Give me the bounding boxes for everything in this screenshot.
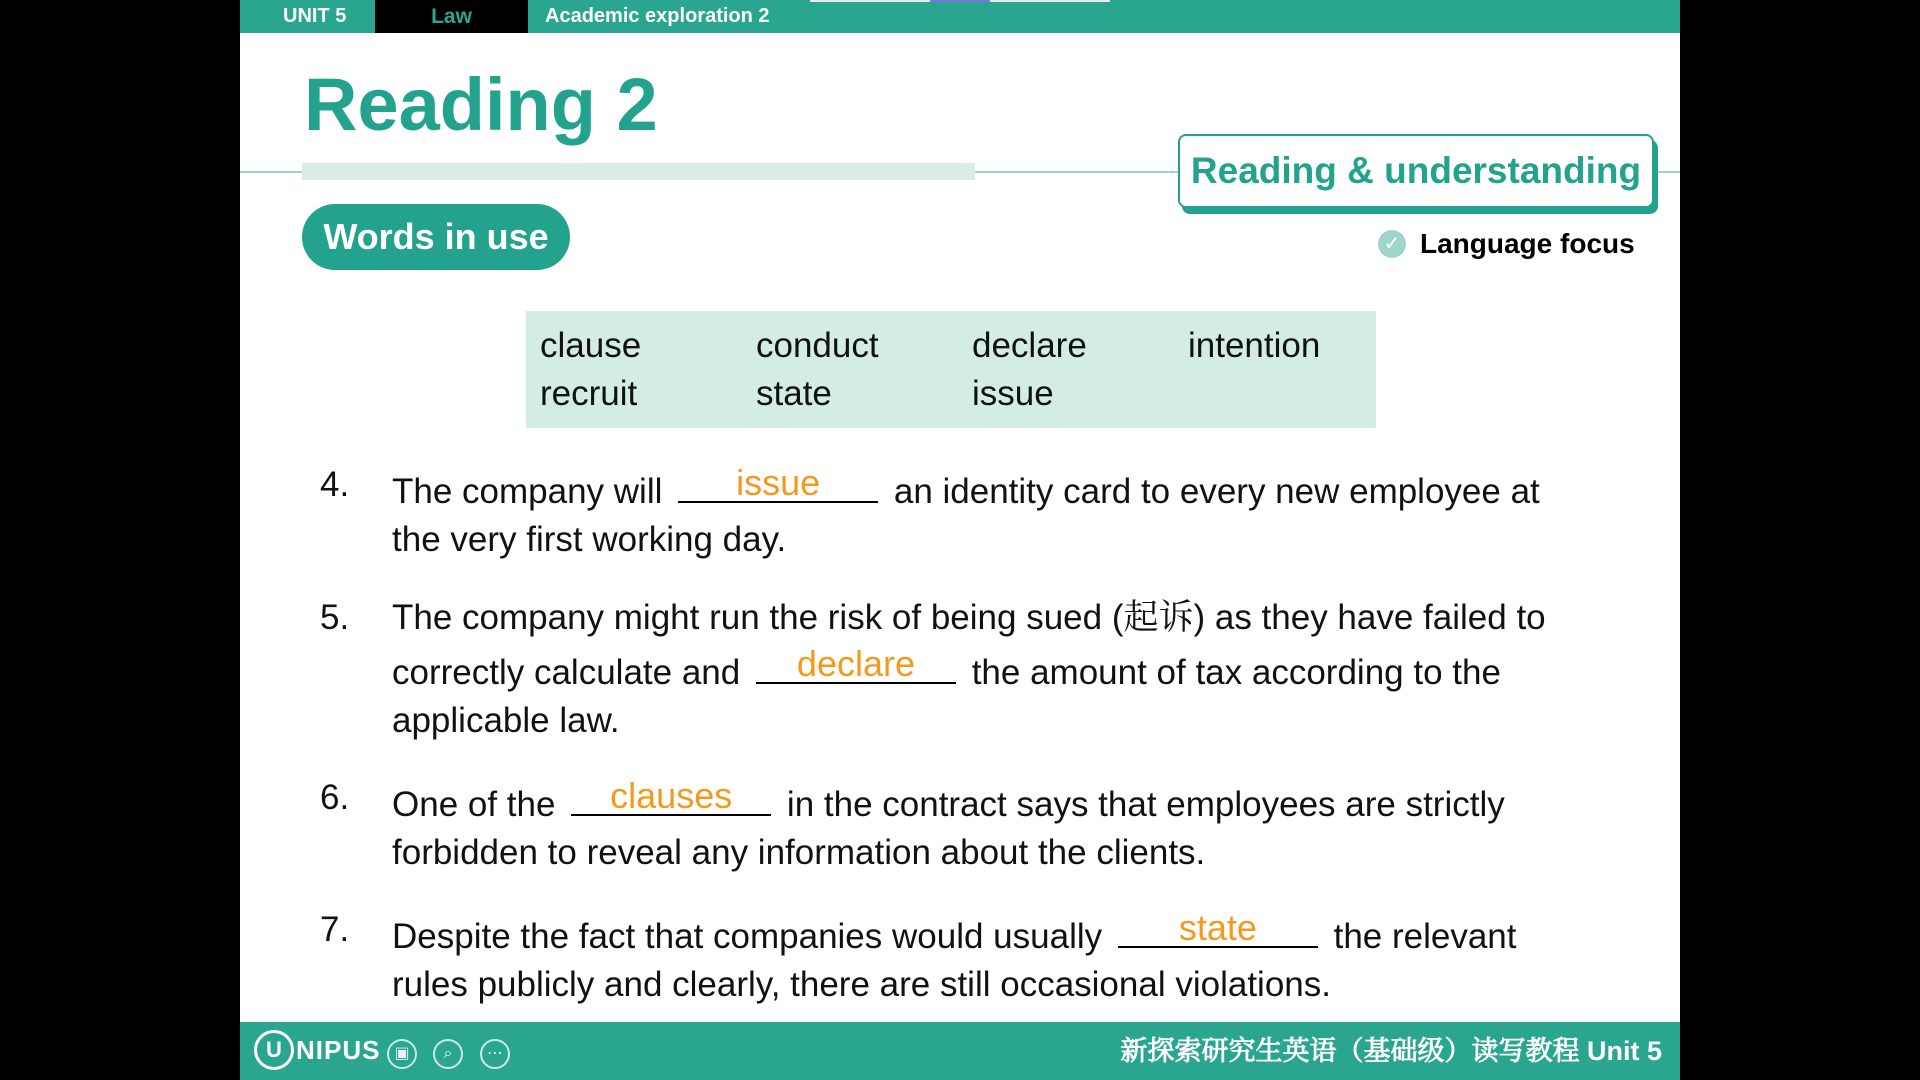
words-in-use-heading: Words in use	[302, 204, 570, 270]
answer-text: issue	[736, 462, 821, 503]
progress-indicator	[810, 0, 1110, 2]
logo-u: U	[254, 1030, 294, 1070]
more-icon[interactable]: ⋯	[480, 1039, 510, 1069]
item-text-line2-before: correctly calculate and	[392, 653, 741, 692]
answer-text: state	[1178, 907, 1257, 948]
item-text	[392, 594, 1642, 745]
logo-text: NIPUS	[296, 1034, 381, 1065]
word-bank	[526, 311, 1376, 428]
item-text-line2: rules publicly and clearly, there are still occasional violations.	[392, 965, 1331, 1004]
item-text-after: in the contract says that employees are strictly	[786, 785, 1505, 824]
answer-text: declare	[796, 643, 915, 684]
item-text-before: Despite the fact that companies would usually	[392, 917, 1103, 956]
book-icon[interactable]: ▣	[387, 1039, 417, 1069]
top-bar	[240, 0, 1680, 33]
topic-tab[interactable]: Academic exploration 2	[545, 5, 770, 27]
answer-blank[interactable]	[756, 642, 956, 684]
course-title: 新探索研究生英语（基础级）读写教程 Unit 5	[1120, 1036, 1662, 1066]
word-bank-item: recruit	[540, 374, 638, 413]
language-focus-label: Language focus	[1420, 228, 1635, 259]
answer-blank[interactable]	[1118, 906, 1318, 948]
section-tag[interactable]	[1178, 134, 1654, 208]
unipus-logo	[254, 1030, 380, 1070]
item-text	[392, 906, 1642, 1009]
item-text-line2-after: the amount of tax according to the	[971, 653, 1501, 692]
item-text-after: an identity card to every new employee at	[893, 472, 1540, 511]
answer-text: clauses	[610, 775, 733, 816]
check-circle-icon: ✓	[1378, 230, 1406, 258]
item-text-before: The company will	[392, 472, 663, 511]
word-bank-item: clause	[540, 326, 642, 365]
item-text-before: The company might run the risk of being sued (起诉) as they have failed to	[392, 598, 1546, 637]
title-underline	[302, 163, 975, 180]
search-icon[interactable]: ⌕	[433, 1039, 463, 1069]
item-text-line2: forbidden to reveal any information about the clients.	[392, 833, 1206, 872]
word-bank-item: state	[756, 374, 832, 413]
item-text	[392, 461, 1642, 564]
answer-blank[interactable]	[678, 461, 878, 503]
unit-label[interactable]: UNIT 5	[240, 0, 375, 33]
item-number: 5.	[320, 598, 350, 637]
word-bank-item: intention	[1188, 326, 1321, 365]
item-text-line2: the very first working day.	[392, 520, 787, 559]
word-bank-item: issue	[972, 374, 1054, 413]
item-text-line3: applicable law.	[392, 701, 620, 740]
section-tag-label: Reading & understanding	[1190, 150, 1642, 191]
word-bank-item: conduct	[756, 326, 879, 365]
item-number: 4.	[320, 465, 350, 504]
slide	[240, 0, 1680, 1080]
word-bank-item: declare	[972, 326, 1087, 365]
subject-tab[interactable]: Law	[375, 0, 528, 33]
language-focus[interactable]	[1378, 226, 1635, 262]
answer-blank[interactable]	[571, 774, 771, 816]
page-title: Reading 2	[304, 63, 658, 146]
item-text-after: the relevant	[1333, 917, 1517, 956]
item-text	[392, 774, 1642, 877]
item-number: 6.	[320, 778, 350, 817]
item-number: 7.	[320, 910, 350, 949]
item-text-before: One of the	[392, 785, 556, 824]
